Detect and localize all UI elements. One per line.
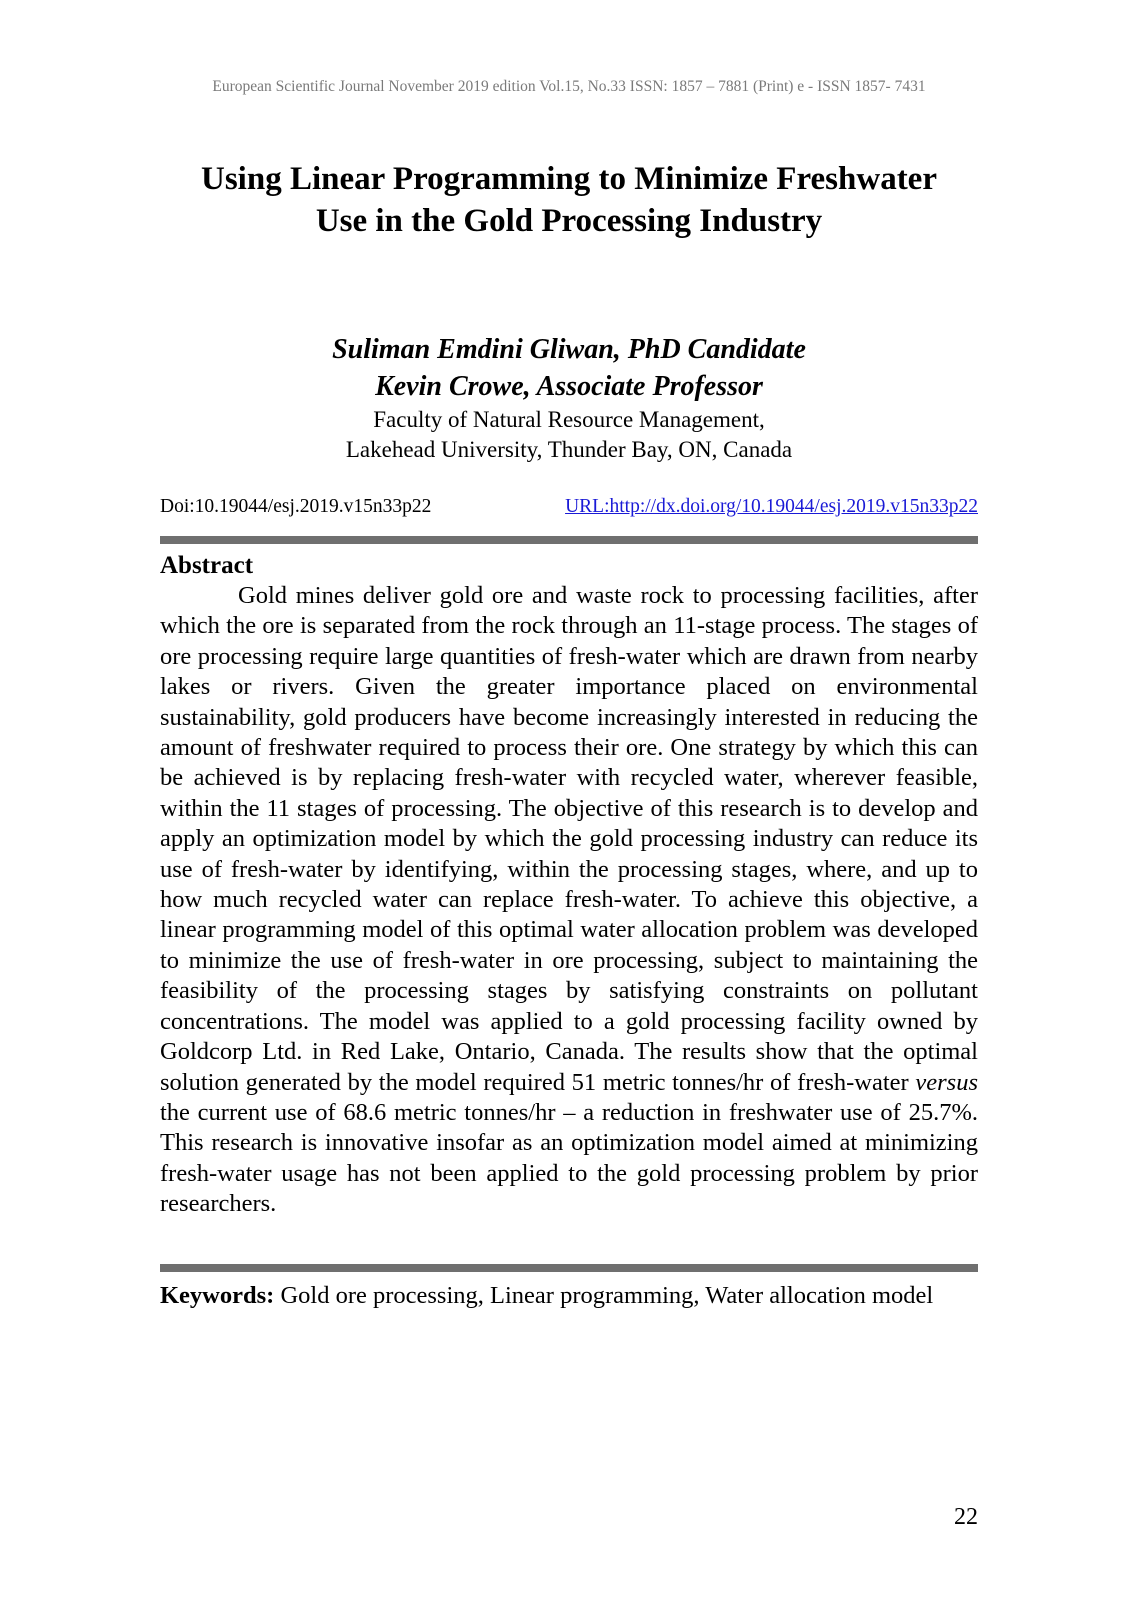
author-block [160, 331, 978, 465]
abstract-text-part-1: Gold mines deliver gold ore and waste rock to processing facilities, after which the ore is separated from the rock through an 11-stage process. The stages of ore processing require large quantities of fresh-water which are drawn from nearby lakes or rivers. Given the greater importance placed on environmental sustainability, gold producers have become increasingly interested in reducing the amount of freshwater required to process their ore. One strategy by which this can be achieved is by replacing fresh-water with recycled water, wherever feasible, within the 11 stages of processing. The objective of this research is to develop and apply an optimization model by which the gold processing industry can reduce its use of fresh-water by identifying, within the processing stages, where, and up to how much recycled water can replace fresh-water. To achieve this objective, a linear programming model of this optimal water allocation problem was developed to minimize the use of fresh-water in ore processing, subject to maintaining the feasibility of the processing stages by satisfying constraints on pollutant concentrations. The model was applied to a gold processing facility owned by Goldcorp Ltd. in Red Lake, Ontario, Canada. The results show that the optimal solution generated by the model required 51 metric tonnes/hr of fresh-water [160, 582, 978, 1096]
abstract-top-rule [160, 536, 978, 544]
title-line-2: Use in the Gold Processing Industry [315, 203, 823, 239]
abstract-heading: Abstract [160, 552, 254, 579]
author-1: Suliman Emdini Gliwan, PhD Candidate [332, 334, 806, 365]
author-2: Kevin Crowe, Associate Professor [375, 371, 763, 402]
title-line-1: Using Linear Programming to Minimize Freshwater [201, 161, 937, 197]
abstract-paragraph [160, 581, 978, 1220]
keywords-paragraph [160, 1281, 978, 1311]
running-header: European Scientific Journal November 2019 edition Vol.15, No.33 ISSN: 1857 – 7881 (Print) e - ISSN 1857- 7431 [212, 78, 926, 95]
page-number: 22 [954, 1504, 978, 1530]
doi-text: Doi:10.19044/esj.2019.v15n33p22 [160, 496, 432, 517]
abstract-bottom-rule [160, 1264, 978, 1272]
keywords-text: Gold ore processing, Linear programming, Water allocation model [280, 1282, 934, 1309]
keywords-label: Keywords: [160, 1282, 275, 1309]
abstract-text-part-2: the current use of 68.6 metric tonnes/hr – a reduction in freshwater use of 25.7%. This research is innovative insofar as an optimization model aimed at minimizing fresh-water usage has not been applied to the gold processing problem by prior researchers. [160, 1098, 978, 1218]
abstract-italic-word: versus [915, 1068, 978, 1096]
affiliation-line-1: Faculty of Natural Resource Management, [373, 407, 765, 432]
affiliation-line-2: Lakehead University, Thunder Bay, ON, Canada [345, 437, 793, 462]
paper-title [150, 158, 988, 242]
doi-url-link[interactable]: URL:http://dx.doi.org/10.19044/esj.2019.v15n33p22 [565, 496, 978, 517]
